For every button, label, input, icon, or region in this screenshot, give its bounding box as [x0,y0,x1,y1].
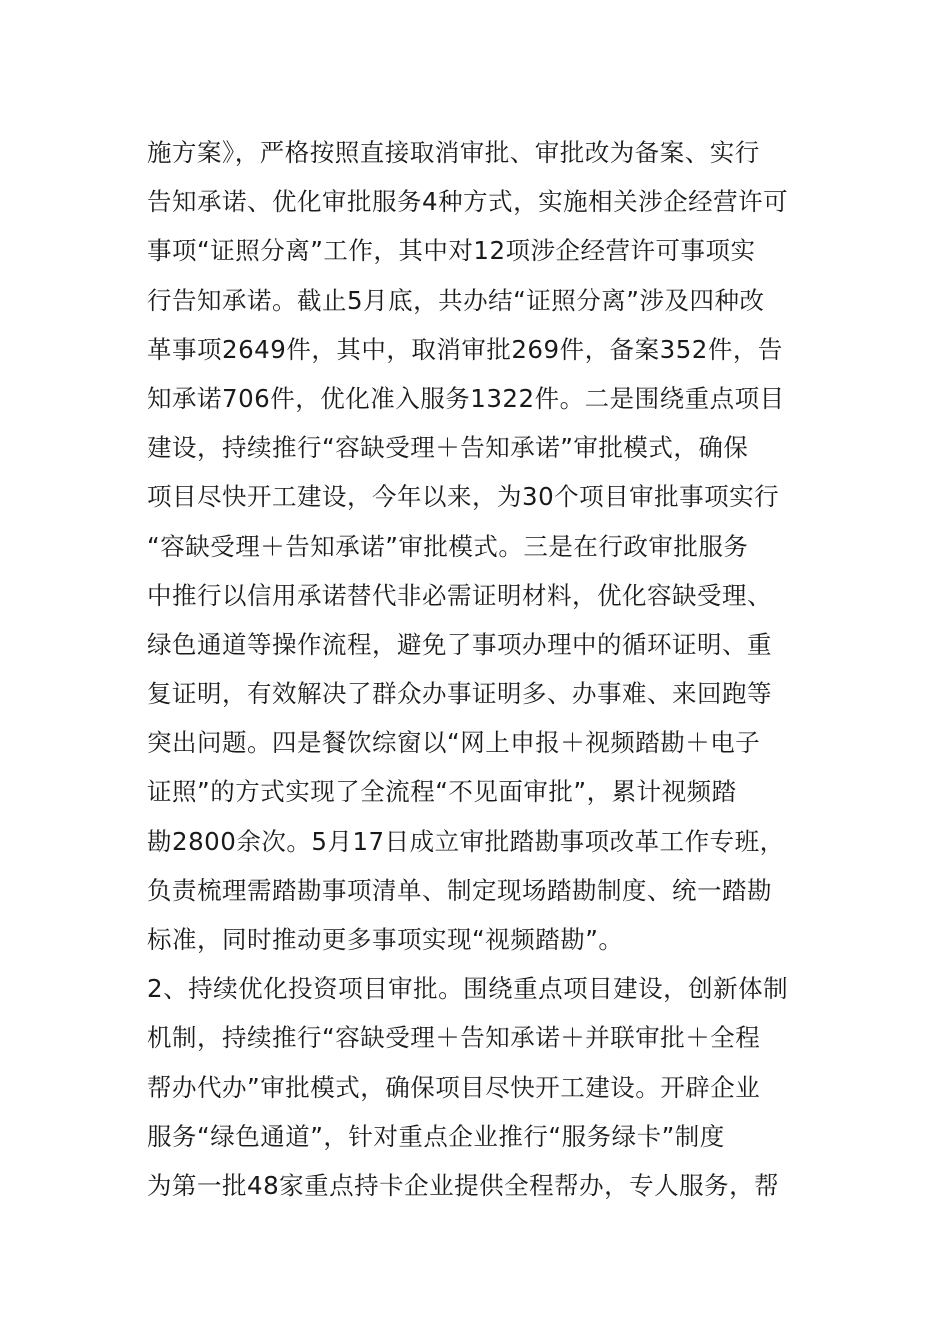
text-line: 告知承诺、优化审批服务4种方式，实施相关涉企经营许可 [147,187,789,217]
section-heading-line: 2、持续优化投资项目审批。围绕重点项目建设，创新体制 [147,974,789,1004]
text-line: 标准，同时推动更多事项实现“视频踏勘”。 [147,925,624,954]
text-line: 施方案》，严格按照直接取消审批、审批改为备案、实行 [147,138,760,167]
text-line: 知承诺706件，优化准入服务1322件。二是围绕重点项目 [147,383,785,413]
text-line: 帮办代办”审批模式，确保项目尽快开工建设。开辟企业 [147,1072,761,1102]
text-line: 事项“证照分离”工作，其中对12项涉企经营许可事项实 [147,236,756,266]
text-line: 行告知承诺。截止5月底，共办结“证照分离”涉及四种改 [147,285,765,315]
text-line: 复证明，有效解决了群众办事证明多、办事难、来回跑等 [147,679,772,709]
text-line: 中推行以信用承诺替代非必需证明材料，优化容缺受理、 [147,580,772,610]
text-line: 服务“绿色通道”，针对重点企业推行“服务绿卡”制度 [147,1121,725,1151]
text-line: 证照”的方式实现了全流程“不见面审批”，累计视频踏 [147,777,737,807]
text-line: “容缺受理＋告知承诺”审批模式。三是在行政审批服务 [147,531,749,561]
text-line: 革事项2649件，其中，取消审批269件，备案352件，告 [147,334,783,364]
text-line: 为第一批48家重点持卡企业提供全程帮办，专人服务，帮 [147,1170,780,1200]
text-line: 突出问题。四是餐饮综窗以“网上申报＋视频踏勘＋电子 [147,728,761,758]
document-body [147,128,807,1210]
text-line: 机制，持续推行“容缺受理＋告知承诺＋并联审批＋全程 [147,1023,761,1053]
text-line: 勘2800余次。5月17日成立审批踏勘事项改革工作专班， [147,826,785,856]
text-line: 绿色通道等操作流程，避免了事项办理中的循环证明、重 [147,629,772,659]
text-line: 项目尽快开工建设，今年以来，为30个项目审批事项实行 [147,482,780,512]
text-line: 负责梳理需踏勘事项清单、制定现场踏勘制度、统一踏勘 [147,875,772,905]
text-line: 建设，持续推行“容缺受理＋告知承诺”审批模式，确保 [147,433,749,463]
